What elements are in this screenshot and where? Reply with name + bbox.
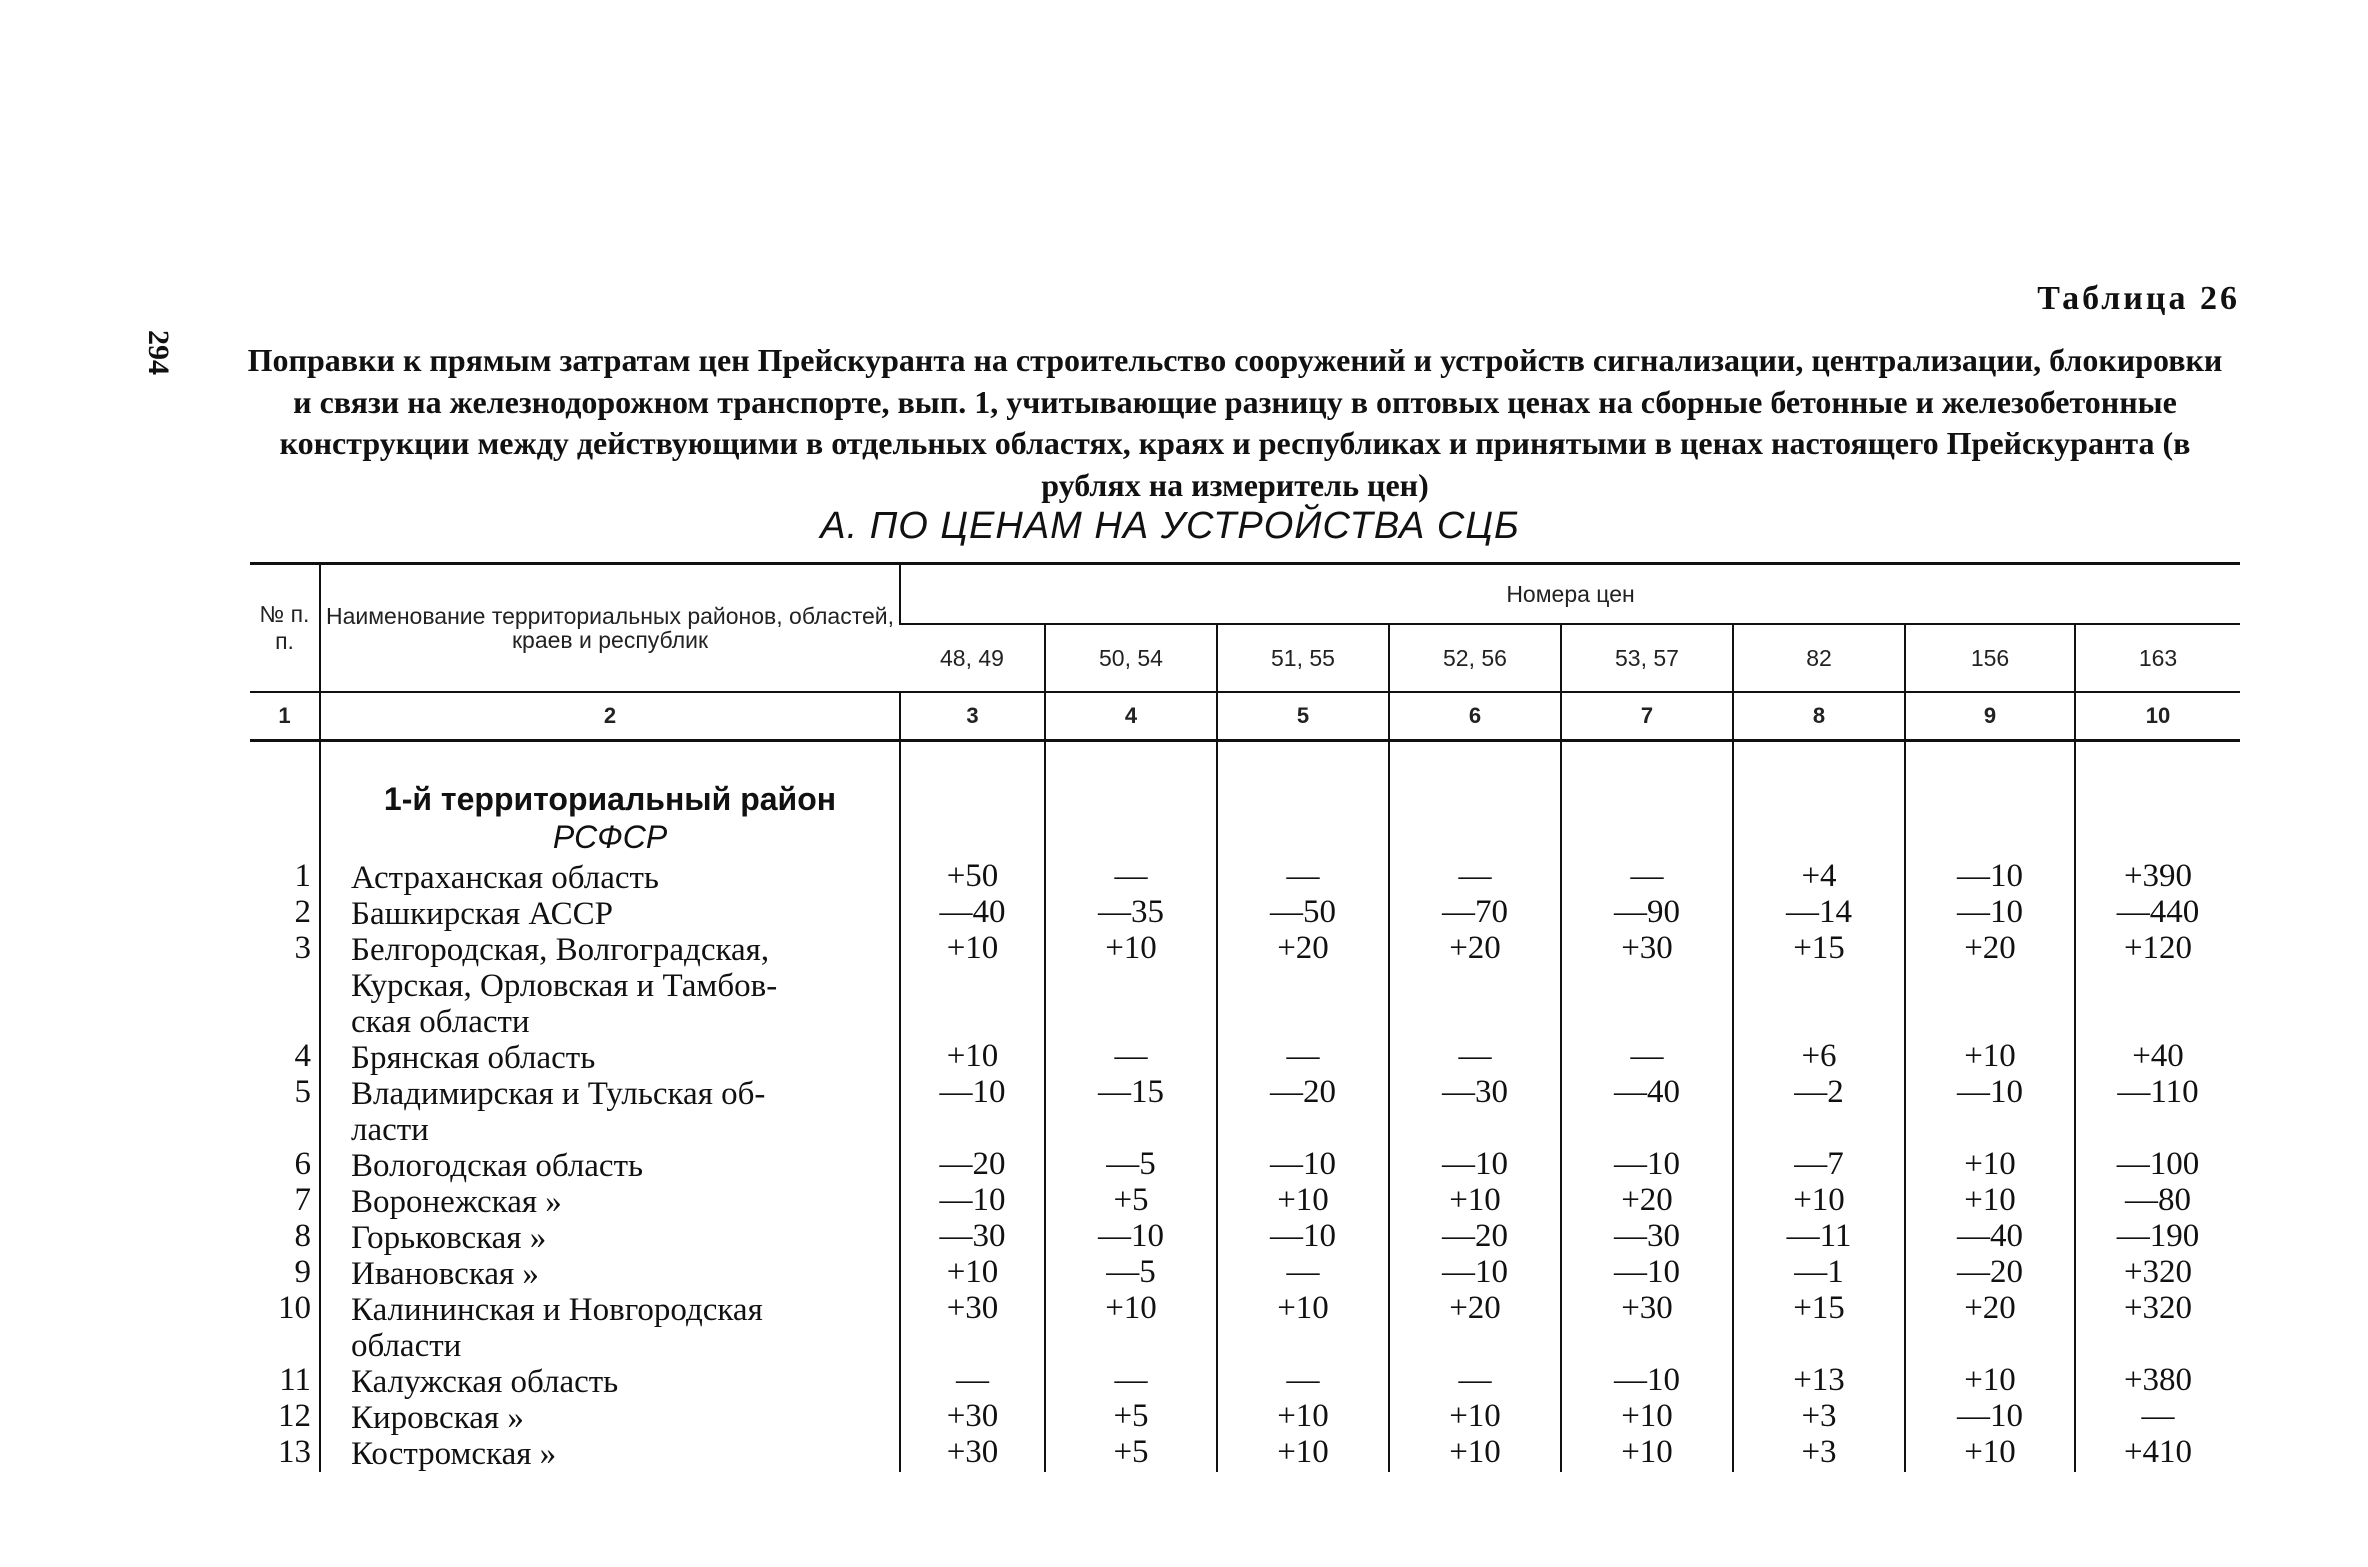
value-column xyxy=(1561,762,1733,1472)
correction-value: — xyxy=(2141,1398,2175,1434)
correction-value: —20 xyxy=(1270,1074,1336,1110)
table-body-row xyxy=(250,762,2240,1472)
correction-value: — xyxy=(1114,1362,1148,1398)
blank-line xyxy=(250,966,319,1002)
region-name: Костромская » xyxy=(351,1436,557,1472)
correction-value: —90 xyxy=(1614,894,1680,930)
correction-value: +10 xyxy=(1105,1290,1157,1326)
region-name: Курская, Орловская и Тамбов- xyxy=(351,968,778,1004)
region-title: 1-й территориальный район xyxy=(383,781,837,817)
correction-value: —10 xyxy=(1270,1146,1336,1182)
blank-line xyxy=(1734,1002,1904,1038)
row-number: 7 xyxy=(294,1182,311,1218)
spacer-cell xyxy=(1389,741,1561,763)
header-column-number: 5 xyxy=(1217,692,1389,741)
correction-value: —20 xyxy=(939,1146,1006,1182)
correction-value: +390 xyxy=(2123,858,2193,894)
correction-value: —10 xyxy=(1098,1218,1164,1254)
blank-line xyxy=(1390,1326,1560,1362)
blank-line xyxy=(1046,1326,1216,1362)
header-price-col: 82 xyxy=(1733,624,1905,692)
correction-value: +30 xyxy=(946,1290,999,1326)
correction-value: +10 xyxy=(946,1254,999,1290)
header-column-number: 9 xyxy=(1905,692,2075,741)
correction-value: +4 xyxy=(1801,858,1837,894)
spacer-cell xyxy=(2075,741,2240,763)
correction-value: +10 xyxy=(1964,1434,2016,1470)
correction-value: —35 xyxy=(1098,894,1164,930)
blank-line xyxy=(901,1326,1044,1362)
blank-line xyxy=(2076,1110,2240,1146)
correction-value: — xyxy=(1458,1038,1492,1074)
blank-line xyxy=(1562,1002,1732,1038)
correction-value: —20 xyxy=(1957,1254,2023,1290)
page-number: 294 xyxy=(142,330,175,375)
correction-value: +6 xyxy=(1801,1038,1837,1074)
blank-line xyxy=(250,1002,319,1038)
region-name: Калужская область xyxy=(351,1364,619,1400)
correction-value: —14 xyxy=(1786,894,1852,930)
header-price-col: 50, 54 xyxy=(1045,624,1217,692)
correction-value: +10 xyxy=(1277,1290,1329,1326)
correction-value: —2 xyxy=(1794,1074,1844,1110)
correction-value: — xyxy=(1286,1362,1320,1398)
correction-value: —5 xyxy=(1106,1254,1156,1290)
region-name: Башкирская АССР xyxy=(351,896,614,932)
correction-value: +3 xyxy=(1801,1434,1837,1470)
row-number: 4 xyxy=(294,1038,311,1074)
blank-line xyxy=(250,1110,319,1146)
correction-value: +10 xyxy=(1277,1182,1329,1218)
correction-value: +20 xyxy=(1964,930,2016,966)
correction-value: +3 xyxy=(1801,1398,1837,1434)
correction-value: +15 xyxy=(1793,1290,1845,1326)
blank-line xyxy=(1734,1326,1904,1362)
correction-value: —40 xyxy=(939,894,1006,930)
header-name: Наименование территориальных районов, областей, краев и республик xyxy=(320,564,900,693)
correction-value: +10 xyxy=(1964,1038,2016,1074)
correction-value: +30 xyxy=(946,1434,999,1470)
correction-value: —190 xyxy=(2116,1218,2200,1254)
spacer-cell xyxy=(320,741,900,763)
correction-value: +10 xyxy=(1449,1398,1501,1434)
value-column xyxy=(2075,762,2240,1472)
region-name: Вологодская область xyxy=(351,1148,644,1184)
correction-value: —440 xyxy=(2116,894,2200,930)
header-price-col: 51, 55 xyxy=(1217,624,1389,692)
correction-value: — xyxy=(1286,1254,1320,1290)
correction-value: +10 xyxy=(1621,1434,1673,1470)
row-number: 10 xyxy=(278,1290,311,1326)
blank-line xyxy=(2076,966,2240,1002)
correction-value: —10 xyxy=(939,1182,1006,1218)
blank-line xyxy=(1562,966,1732,1002)
blank-line xyxy=(1218,1002,1388,1038)
correction-value: —10 xyxy=(1957,1398,2023,1434)
value-column xyxy=(1389,762,1561,1472)
region-name: Брянская область xyxy=(351,1040,596,1076)
correction-value: +20 xyxy=(1449,930,1501,966)
header-no: № п. п. xyxy=(250,564,320,693)
correction-value: +5 xyxy=(1113,1398,1149,1434)
region-name: Кировская » xyxy=(351,1400,524,1436)
region-name: области xyxy=(351,1328,462,1364)
spacer-cell xyxy=(1733,741,1905,763)
correction-value: +50 xyxy=(946,858,999,894)
correction-value: —15 xyxy=(1098,1074,1164,1110)
correction-value: +20 xyxy=(1621,1182,1673,1218)
spacer-cell xyxy=(1045,741,1217,763)
value-column xyxy=(1217,762,1389,1472)
correction-value: —5 xyxy=(1106,1146,1156,1182)
correction-value: — xyxy=(1114,858,1148,894)
correction-value: —1 xyxy=(1794,1254,1844,1290)
blank-line xyxy=(901,1110,1044,1146)
blank-line xyxy=(2076,1326,2240,1362)
row-number: 2 xyxy=(294,894,311,930)
row-number: 8 xyxy=(294,1218,311,1254)
correction-value: —80 xyxy=(2125,1182,2191,1218)
row-number: 9 xyxy=(294,1254,311,1290)
blank-line xyxy=(1218,1326,1388,1362)
value-column xyxy=(1733,762,1905,1472)
correction-value: —10 xyxy=(1957,894,2023,930)
value-column xyxy=(1045,762,1217,1472)
correction-value: —10 xyxy=(1614,1146,1680,1182)
correction-value: +10 xyxy=(1793,1182,1845,1218)
correction-value: — xyxy=(1114,1038,1148,1074)
header-column-number: 2 xyxy=(320,692,900,741)
correction-value: — xyxy=(1630,1038,1664,1074)
blank-line xyxy=(1390,1002,1560,1038)
correction-value: +10 xyxy=(1277,1434,1329,1470)
row-number: 5 xyxy=(294,1074,311,1110)
correction-value: —110 xyxy=(2117,1074,2199,1110)
blank-line xyxy=(901,966,1044,1002)
correction-value: +5 xyxy=(1113,1434,1149,1470)
correction-value: +10 xyxy=(1964,1182,2016,1218)
correction-value: +5 xyxy=(1113,1182,1149,1218)
blank-line xyxy=(250,1326,319,1362)
blank-line xyxy=(1734,1110,1904,1146)
header-column-number: 3 xyxy=(900,692,1045,741)
correction-value: — xyxy=(1286,1038,1320,1074)
blank-line xyxy=(1906,1326,2074,1362)
correction-value: +10 xyxy=(1964,1146,2016,1182)
correction-value: +10 xyxy=(946,930,999,966)
header-column-number: 8 xyxy=(1733,692,1905,741)
correction-value: +10 xyxy=(1449,1182,1501,1218)
correction-value: —20 xyxy=(1442,1218,1508,1254)
correction-value: +10 xyxy=(946,1038,999,1074)
corrections-table xyxy=(250,562,2240,1472)
spacer-cell xyxy=(1905,741,2075,763)
region-name: Калининская и Новгородская xyxy=(351,1292,763,1328)
blank-line xyxy=(1906,966,2074,1002)
correction-value: +10 xyxy=(1277,1398,1329,1434)
blank-line xyxy=(2076,1002,2240,1038)
row-number: 3 xyxy=(294,930,311,966)
spacer-cell xyxy=(900,741,1045,763)
blank-line xyxy=(1390,966,1560,1002)
blank-line xyxy=(1046,1002,1216,1038)
correction-value: +380 xyxy=(2123,1362,2193,1398)
spacer-cell xyxy=(1217,741,1389,763)
region-name-column xyxy=(320,762,900,1472)
correction-value: +40 xyxy=(2132,1038,2184,1074)
correction-value: — xyxy=(1630,858,1664,894)
table-label: Таблица 26 xyxy=(2037,280,2240,317)
correction-value: —40 xyxy=(1614,1074,1680,1110)
correction-value: — xyxy=(1458,1362,1492,1398)
region-name: Ивановская » xyxy=(351,1256,539,1292)
correction-value: —10 xyxy=(1957,1074,2023,1110)
row-number: 13 xyxy=(278,1434,311,1470)
blank-line xyxy=(1562,1110,1732,1146)
correction-value: +13 xyxy=(1793,1362,1845,1398)
header-column-number: 10 xyxy=(2075,692,2240,741)
region-name: Астраханская область xyxy=(351,860,659,896)
header-column-number: 1 xyxy=(250,692,320,741)
header-price-col: 156 xyxy=(1905,624,2075,692)
correction-value: +10 xyxy=(1964,1362,2016,1398)
correction-value: —10 xyxy=(1442,1146,1508,1182)
correction-value: —30 xyxy=(939,1218,1006,1254)
correction-value: +10 xyxy=(1621,1398,1673,1434)
region-name: Владимирская и Тульская об- xyxy=(351,1076,766,1112)
correction-value: +10 xyxy=(1105,930,1157,966)
header-price-col: 53, 57 xyxy=(1561,624,1733,692)
correction-value: — xyxy=(1458,858,1492,894)
section-title: А. ПО ЦЕНАМ НА УСТРОЙСТВА СЦБ xyxy=(820,505,1520,547)
correction-value: —100 xyxy=(2116,1146,2200,1182)
blank-line xyxy=(1046,966,1216,1002)
correction-value: —10 xyxy=(1957,858,2023,894)
blank-line xyxy=(1046,1110,1216,1146)
correction-value: —10 xyxy=(1614,1362,1680,1398)
correction-value: —10 xyxy=(1442,1254,1508,1290)
correction-value: —30 xyxy=(1442,1074,1508,1110)
correction-value: —10 xyxy=(1614,1254,1680,1290)
blank-line xyxy=(1218,1110,1388,1146)
region-name: Воронежская » xyxy=(351,1184,562,1220)
correction-value: +320 xyxy=(2123,1290,2193,1326)
correction-value: +320 xyxy=(2123,1254,2193,1290)
header-price-numbers: Номера цен xyxy=(900,564,2240,625)
region-name: Горьковская » xyxy=(351,1220,547,1256)
blank-line xyxy=(1390,1110,1560,1146)
correction-value: +20 xyxy=(1277,930,1329,966)
correction-value: —11 xyxy=(1786,1218,1852,1254)
row-number: 6 xyxy=(294,1146,311,1182)
header-column-number: 7 xyxy=(1561,692,1733,741)
spacer-cell xyxy=(250,741,320,763)
correction-value: +30 xyxy=(1621,1290,1673,1326)
region-name: Белгородская, Волгоградская, xyxy=(351,932,770,968)
correction-value: —40 xyxy=(1957,1218,2023,1254)
region-name: ласти xyxy=(351,1112,429,1148)
correction-value: —7 xyxy=(1794,1146,1844,1182)
correction-value: — xyxy=(956,1362,989,1398)
correction-value: +20 xyxy=(1449,1290,1501,1326)
blank-line xyxy=(901,1002,1044,1038)
correction-value: +410 xyxy=(2123,1434,2193,1470)
value-column xyxy=(900,762,1045,1472)
table-caption: Поправки к прямым затратам цен Прейскуранта на строительство сооружений и устройств сигнализации, централизации, блокировки и связи на железнодорожном транспорте, вып. 1, учитывающие разницу в оптовых ценах на сборные бетонные и железобетонные конструкции между действующими в отдельных областях, краях и республиках и принятыми в ценах настоящего Прейскуранта (в рублях на измеритель цен) xyxy=(247,342,2223,503)
correction-value: —70 xyxy=(1442,894,1508,930)
region-subtitle: РСФСР xyxy=(552,819,668,855)
region-name: ская области xyxy=(351,1004,530,1040)
correction-value: +10 xyxy=(1449,1434,1501,1470)
row-number-column xyxy=(250,762,320,1472)
blank-line xyxy=(1734,966,1904,1002)
blank-line xyxy=(1562,1326,1732,1362)
value-column xyxy=(1905,762,2075,1472)
row-number: 11 xyxy=(279,1362,311,1398)
header-column-number: 4 xyxy=(1045,692,1217,741)
row-number: 12 xyxy=(278,1398,311,1434)
header-price-col: 163 xyxy=(2075,624,2240,692)
header-price-col: 48, 49 xyxy=(940,644,1004,671)
correction-value: —50 xyxy=(1270,894,1336,930)
correction-value: —10 xyxy=(1270,1218,1336,1254)
header-price-col: 52, 56 xyxy=(1389,624,1561,692)
correction-value: — xyxy=(1286,858,1320,894)
blank-line xyxy=(1906,1110,2074,1146)
spacer-cell xyxy=(1561,741,1733,763)
correction-value: +120 xyxy=(2123,930,2193,966)
correction-value: +30 xyxy=(1621,930,1673,966)
correction-value: —30 xyxy=(1614,1218,1680,1254)
correction-value: —10 xyxy=(939,1074,1006,1110)
row-number: 1 xyxy=(294,858,311,894)
correction-value: +30 xyxy=(946,1398,999,1434)
correction-value: +15 xyxy=(1793,930,1845,966)
header-column-number: 6 xyxy=(1389,692,1561,741)
blank-line xyxy=(1906,1002,2074,1038)
correction-value: +20 xyxy=(1964,1290,2016,1326)
blank-line xyxy=(1218,966,1388,1002)
